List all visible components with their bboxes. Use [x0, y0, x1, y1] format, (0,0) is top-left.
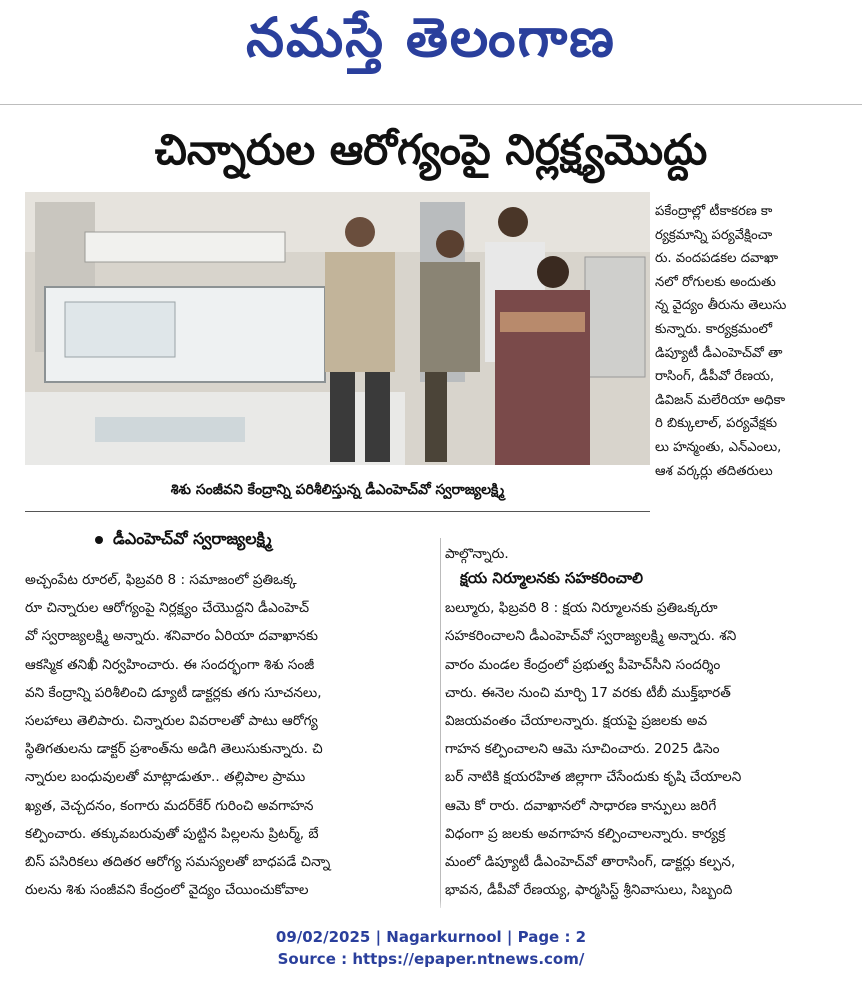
text-line: ఆకస్మిక తనిఖీ నిర్వహించారు. ఈ సందర్భంగా శిశు సంజీ [25, 656, 315, 673]
text-line: ఆశ వర్కర్లు తదితరులు [655, 463, 773, 479]
article-photo [25, 192, 650, 465]
text-line: కల్పించారు. తక్కువబరువుతో పుట్టిన పిల్లలను ప్రిటర్మ్, బే [25, 825, 319, 842]
byline [95, 523, 425, 555]
footer-edition: 09/02/2025 | Nagarkurnool | Page : 2 [275, 928, 587, 946]
bullet-icon [95, 536, 103, 544]
text-line: వో స్వరాజ్యలక్ష్మి అన్నారు. శనివారం ఏరియా దవాఖానకు [25, 628, 318, 645]
text-line: చారు. ఈనెల నుంచి మార్చి 17 వరకు టీబీ ముక్త్‌భారత్ [445, 684, 731, 701]
photo-caption: శిశు సంజీవని కేంద్రాన్ని పరిశీలిస్తున్న డీఎంహెచ్‌వో స్వరాజ్యలక్ష్మి [170, 482, 505, 498]
masthead-title: నమస్తే తెలంగాణ [246, 6, 616, 69]
text-line: విజయవంతం చేయాలన్నారు. క్షయపై ప్రజలకు అవ [445, 713, 708, 730]
text-line: నలో రోగులకు అందుతు [655, 274, 776, 290]
footer-source: Source : https://epaper.ntnews.com/ [277, 950, 585, 968]
masthead [0, 0, 862, 100]
text-line: వని కేంద్రాన్ని పరిశీలించి డ్యూటీ డాక్టర్లకు తగు సూచనలు, [25, 684, 322, 701]
text-line: వారం మండల కేంద్రంలో ప్రభుత్వ పీహెచ్‌సీని సందర్శిం [445, 656, 721, 673]
text-line: విధంగా ప్ర జలకు అవగాహన కల్పించాలన్నారు. కార్యక్ర [445, 825, 726, 842]
right-lower-column-text [445, 540, 855, 904]
text-line: స్థితిగతులను డాక్టర్ ప్రశాంత్‌ను అడిగి తెలుసుకున్నారు. చి [25, 741, 323, 758]
hospital-ward-photo [25, 192, 650, 465]
text-line: డిప్యూటీ డీఎంహెచ్‌వో తా [655, 345, 783, 361]
article-headline: చిన్నారుల ఆరోగ్యంపై నిర్లక్ష్యమొద్దు [154, 125, 708, 174]
right-column-text [655, 200, 855, 483]
text-line: ఖ్యత, వెచ్చదనం, కంగారు మదర్‌కేర్ గురించి అవగాహన [25, 797, 314, 814]
text-line: భావన, డీపీవో రేణయ్య, ఫార్మసిస్ట్ శ్రీనివాసులు, సిబ్బంది [445, 882, 733, 899]
text-line: బిస్ పసిరికలు తదితర ఆరోగ్య సమస్యలతో బాధపడే చిన్నా [25, 854, 331, 871]
left-column-text [25, 566, 435, 904]
text-line: రి బిక్కులాల్, పర్యవేక్షకు [655, 416, 778, 432]
text-line: అచ్చంపేట రూరల్, ఫిబ్రవరి 8 : సమాజంలో ప్రతిఒక్క [25, 572, 297, 588]
text-line: గాహన కల్పించాలని ఆమె సూచించారు. 2025 డిసెం [445, 741, 720, 758]
text-line: బల్మూరు, ఫిబ్రవరి 8 : క్షయ నిర్మూలనకు ప్రతిఒక్కరూ [445, 600, 718, 617]
text-line: ఆమె కో రారు. దవాఖానలో సాధారణ కాన్పులు జరిగే [445, 797, 717, 814]
text-line: ర్యక్రమాన్ని పర్యవేక్షించా [655, 227, 773, 243]
text-line: న్న వైద్యం తీరును తెలుసు [655, 298, 787, 314]
byline-text: డీఎంహెచ్‌వో స్వరాజ్యలక్ష్మి [113, 529, 272, 548]
caption-divider [25, 511, 650, 512]
text-line: సలహాలు తెలిపారు. చిన్నారుల వివరాలతో పాటు ఆరోగ్య [25, 713, 318, 730]
text-line: డివిజన్ మలేరియా అధికా [655, 392, 786, 408]
text-line: న్నారుల బంధువులతో మాట్లాడుతూ.. తల్లిపాల ప్రాము [25, 769, 306, 786]
text-line: లు హన్మంతు, ఎన్ఎంలు, [655, 439, 782, 455]
masthead-divider [0, 104, 862, 105]
text-line: రు. వందపడకల దవాఖా [655, 251, 779, 267]
text-line: సహకరించాలని డీఎంహెచ్‌వో స్వరాజ్యలక్ష్మి అన్నారు. శని [445, 628, 737, 645]
text-line: బర్ నాటికి క్షయరహిత జిల్లాగా చేసేందుకు కృషి చేయాలని [445, 769, 742, 786]
text-line: రాసింగ్, డీపీవో రేణయ, [655, 369, 775, 385]
text-line: రులను శిశు సంజీవని కేంద్రంలో వైద్యం చేయించుకోవాల [25, 882, 309, 899]
column-divider [440, 538, 441, 908]
subheading: క్షయ నిర్మూలనకు సహకరించాలి [460, 569, 644, 587]
text-line: పాల్గొన్నారు. [445, 546, 509, 562]
text-line: పకేంద్రాల్లో టీకాకరణ కా [655, 204, 773, 219]
text-line: రూ చిన్నారుల ఆరోగ్యంపై నిర్లక్ష్యం చేయొద్దని డీఎంహెచ్ [25, 600, 310, 617]
text-line: మంలో డిప్యూటీ డీఎంహెచ్‌వో తారాసింగ్, డాక్టర్లు కల్పన, [445, 854, 736, 871]
page-cut-fade [0, 900, 862, 914]
text-line: కున్నారు. కార్యక్రమంలో [655, 321, 773, 337]
